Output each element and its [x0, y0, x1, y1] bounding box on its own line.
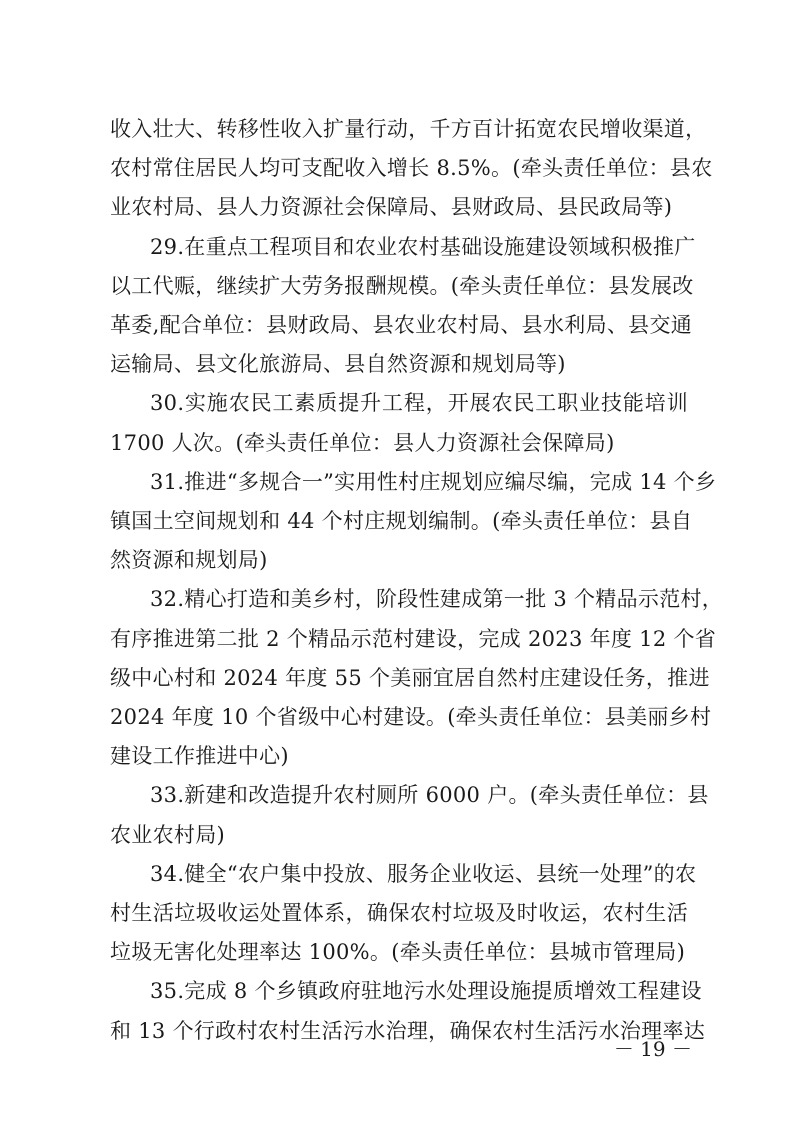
- text-line: 镇国土空间规划和 44 个村庄规划编制。(牵头责任单位：县自: [110, 509, 693, 533]
- page-number: － 19 －: [613, 1037, 692, 1061]
- text-line: 农村常住居民人均可支配收入增长 8.5%。(牵头责任单位：县农: [110, 156, 713, 180]
- text-line: 建设工作推进中心): [110, 744, 289, 768]
- text-line: 然资源和规划局): [110, 548, 268, 572]
- text-line: 级中心村和 2024 年度 55 个美丽宜居自然村庄建设任务，推进: [110, 666, 710, 690]
- text-line: 垃圾无害化处理率达 100%。(牵头责任单位：县城市管理局): [110, 940, 686, 964]
- paragraph-29-first-line: 29.在重点工程项目和农业农村基础设施建设领域积极推广: [150, 235, 696, 259]
- text-line: 有序推进第二批 2 个精品示范村建设，完成 2023 年度 12 个省: [110, 627, 717, 651]
- paragraph-33-first-line: 33.新建和改造提升农村厕所 6000 户。(牵头责任单位：县: [150, 783, 709, 807]
- text-line: 业农村局、县人力资源社会保障局、县财政局、县民政局等): [110, 195, 673, 219]
- paragraph-34-first-line: 34.健全“农户集中投放、服务企业收运、县统一处理”的农: [150, 862, 697, 886]
- paragraph-32-first-line: 32.精心打造和美乡村，阶段性建成第一批 3 个精品示范村，: [150, 587, 724, 611]
- text-line: 革委,配合单位：县财政局、县农业农村局、县水利局、县交通: [110, 313, 693, 337]
- text-line: 1700 人次。(牵头责任单位：县人力资源社会保障局): [110, 431, 615, 455]
- text-line: 以工代赈，继续扩大劳务报酬规模。(牵头责任单位：县发展改: [110, 274, 694, 298]
- paragraph-31-first-line: 31.推进“多规合一”实用性村庄规划应编尽编，完成 14 个乡: [150, 470, 717, 494]
- text-line: 收入壮大、转移性收入扩量行动，千方百计拓宽农民增收渠道，: [110, 117, 707, 141]
- text-line: 村生活垃圾收运处置体系，确保农村垃圾及时收运，农村生活: [110, 901, 688, 925]
- text-line: 运输局、县文化旅游局、县自然资源和规划局等): [110, 352, 566, 376]
- paragraph-30-first-line: 30.实施农民工素质提升工程，开展农民工职业技能培训: [150, 391, 688, 415]
- text-line: 2024 年度 10 个省级中心村建设。(牵头责任单位：县美丽乡村: [110, 705, 712, 729]
- text-line: 农业农村局): [110, 823, 225, 847]
- text-line: 和 13 个行政村农村生活污水治理，确保农村生活污水治理率达: [110, 1019, 706, 1043]
- paragraph-35-first-line: 35.完成 8 个乡镇政府驻地污水处理设施提质增效工程建设: [150, 979, 702, 1003]
